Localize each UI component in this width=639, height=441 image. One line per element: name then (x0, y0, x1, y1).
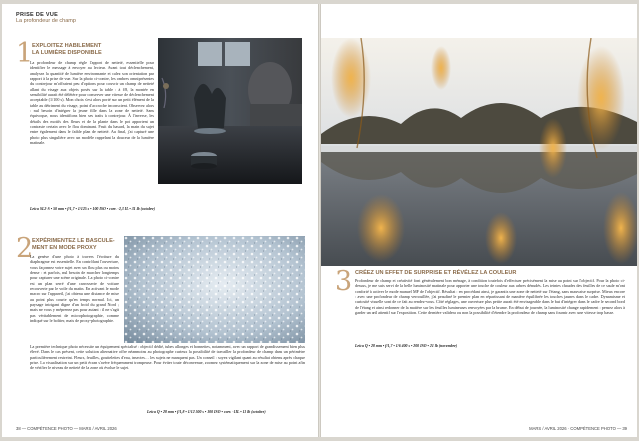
section2-heading-line1: EXPÉRIMENTEZ LE BASCULE- (32, 238, 115, 244)
photo-backlit-girl-table (158, 38, 302, 184)
section1-body: La profondeur de champ règle l'apport de netteté, essentielle pour identifier le message à envoyer au lecteur. Avant tout déclenchement, analysez la quantité de lumière environnante et calez son orientation par rapport à la prise de vue. Sur la photo ci-contre, les ombres omniprésentes du contrejour m'offraient peu d'options pour couvrir un champ de netteté allant du visage aux objets posés sur la table : à f/8, la montée en sensibilité aurait été délétère pour conserver une vitesse de déclenchement acceptable (1/100 s). Mon choix s'est alors porté sur un petit élément de la table au détriment du visage, point d'accroche inconscient. Observez alors : nul besoin d'intégrer la jeune fille dans la zone de netteté. Sans équivoque, nous identifions bien ses traits à contrejour. À l'inverse, les détails des motifs des fleurs et de la plante dans le pot apportent un contraste certain avec le flou dominant. Fruit du hasard, la main du sujet entre également dans le faible plan de netteté. Au final, j'ai capturé une photo plus singulière avec un modèle rappelant la douceur de la lumière matinale. (30, 60, 154, 146)
section2-heading (32, 238, 115, 252)
left-page (2, 4, 318, 437)
photo-frost-droplets (124, 236, 305, 343)
section1-number: 1 (16, 38, 34, 69)
rubric-subtitle: La profondeur de champ (16, 18, 76, 24)
section3-body: Profondeur de champ et créativité font généralement bon ménage, à condition toutefois d'effectuer précisément la mise au point sur l'objectif. Pour la photo ci-dessus, je me suis servi de la belle luminosité matinale pour apporter une touche de couleur aux arbres dénudés. Les teintes chaudes des feuilles de ce saule m'ont conforté à activer le mode manuel MF de l'objectif. Résultat : en procédant ainsi, je garantis une zone de netteté sur l'étang, sans mauvaise surprise. Mieux encore : avec une profondeur de champ verrouillée, j'ai peaufiné le premier plan en répartissant de manière équilibrée les touches jaunes dans le cadre. Dynamisme et curiosité visuelle sont de ce fait au rendez-vous. Côté réglages, une ouverture plus petite aurait été envisageable dans le but d'intégrer dans le cadre le second bord de l'étang et ainsi redonner de la matière sur les feuilles lumineuses renvoyées par la brume. En début de journée, la luminosité change rapidement : pensez alors à garder un œil attentif sur l'exposition. Cette dernière validera ou non la possibilité d'étendre la profondeur de champ sans fournir avec une vitesse trop basse. (355, 278, 625, 316)
rubric (16, 12, 76, 24)
section2-caption: Leica Q • 28 mm • f/1,8 • 1/12 500 s • 100 ISO • corr. -1IL • 11 lb (octobre) (147, 410, 266, 414)
section3-caption: Leica Q • 28 mm • f/1,7 • 1/6 400 s • 200 ISO • 21 lb (novembre) (355, 344, 458, 348)
section3-number: 3 (335, 266, 353, 297)
right-page (321, 4, 637, 437)
left-folio: 38 — COMPÉTENCE PHOTO — MARS / AVRIL 2026 (16, 426, 117, 431)
right-folio: MARS / AVRIL 2026 · COMPÉTENCE PHOTO — 39 (529, 426, 627, 431)
section2-heading-line2: MENT EN MODE PROXY (32, 245, 97, 251)
section1-heading-line2: LA LUMIÈRE DISPONIBLE (32, 50, 102, 56)
section1-heading (32, 43, 102, 57)
photo-pond-willow-reflection (321, 38, 637, 266)
section3-heading: CRÉEZ UN EFFET DE SURPRISE ET RÉVÉLEZ LA COULEUR (355, 270, 517, 276)
rubric-title: PRISE DE VUE (16, 12, 59, 18)
section2-body-wide: La première technique photo nécessite un équipement spécialisé : objectif dédié, tubes allonges et bonnettes, notamment, avec un rapport de grandissement bien plus élevé. Dans le cas présent, cette solution alternative offre néanmoins au photographe curieux la possibilité de travailler la profondeur de champ dans un périmètre particulièrement restreint. Fleurs, feuilles, gouttelettes d'eau, insectes… les sujets ne manquent pas. Un conseil : soyez vigilant quant au résultat obtenu après chaque prise. La visualisation sur un petit écran s'avère fréquemment trompeuse. Pour éviter toute déconvenue, zoomez systématiquement sur la zone de mise au point afin de vérifier le niveau de netteté de la zone où évolue le sujet. (30, 344, 305, 371)
section1-caption: Leica SL2-S • 50 mm • f/1,7 • 1/125 s • 100 ISO • corr. -2,3 IL • 31 lb (octobre) (30, 207, 156, 211)
section1-heading-line1: EXPLOITEZ HABILEMENT (32, 43, 102, 49)
section2-body-column: La genèse d'une photo à travers l'écriture du diaphragme est essentielle. En contrôlant l'ouverture, vous façonnez votre sujet avec un flou plus ou moins dense : et parfois, nul besoin de marcher longtemps pour capturer une scène originale. La photo ci-contre est un plan serré d'une carrosserie de voiture recouverte par le voile du matin. En activant le mode macro sur l'appareil, j'ai obtenu une distance de mise au point plus courte qu'en temps normal. Ici, un paysage intrigant digne d'un froid du grand Nord ; mais ne vous y méprenez pas pour autant : il ne s'agit pas véritablement de microphotographie, comme indiqué sur le boîtier, mais de proxy-photographie. (30, 254, 119, 324)
section2-number: 2 (16, 233, 34, 264)
